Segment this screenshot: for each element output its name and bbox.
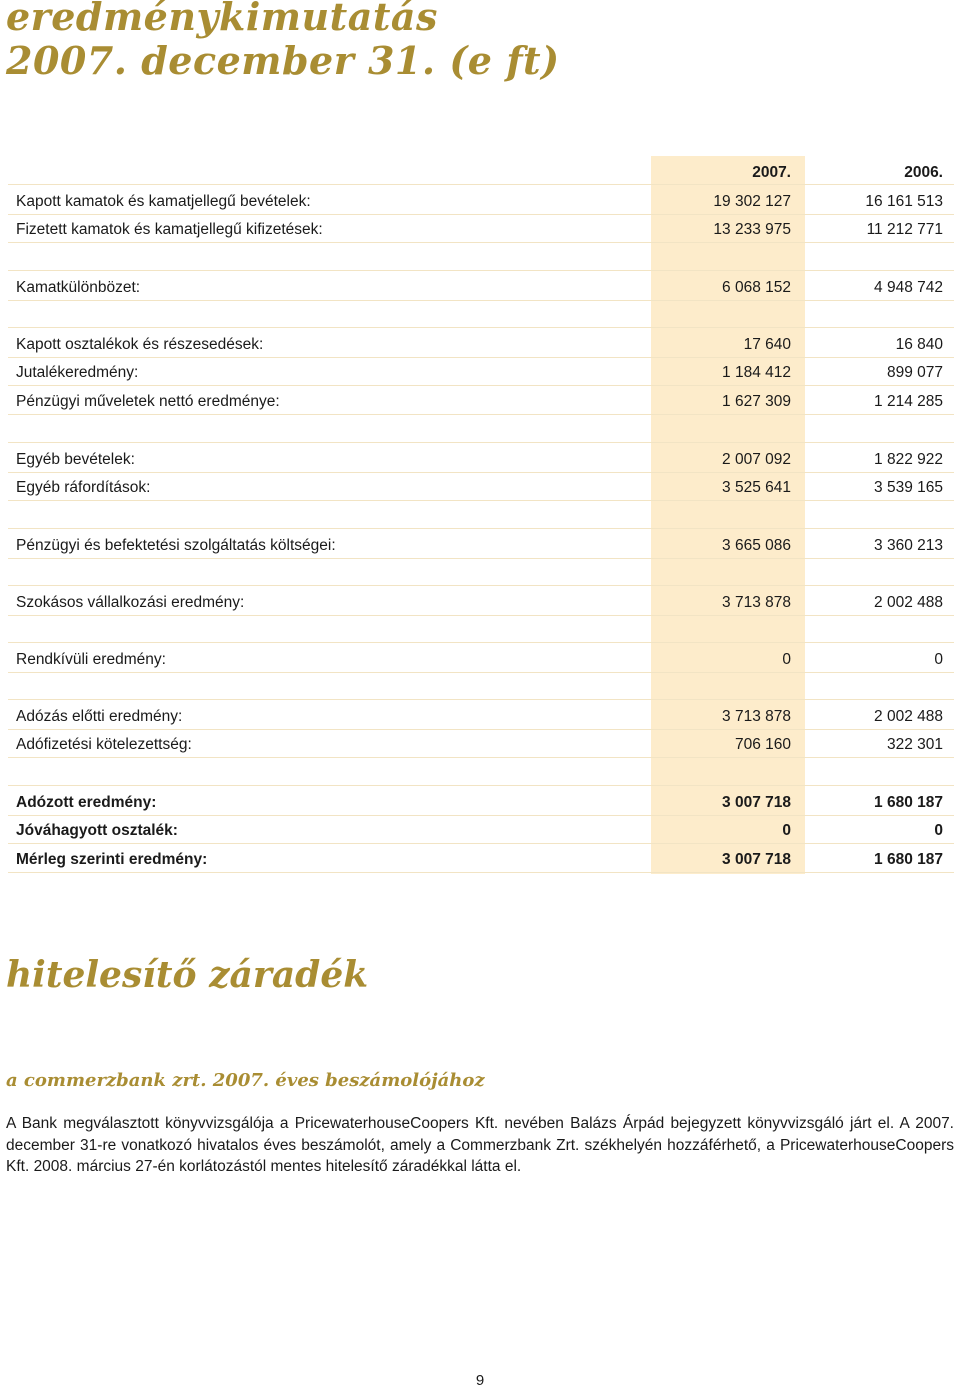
row-label: Kamatkülönbözet:	[16, 279, 141, 296]
value-2006: 322 301	[886, 736, 943, 753]
attestation-paragraph: A Bank megválasztott könyvvizsgálója a PricewaterhouseCoopers Kft. nevében Balázs Árpád bejegyzett könyvvizsgáló járt el. A 2007. december 31-re vonatkozó hivatalos éves beszámolót, amely a Commerzbank Zrt. székhelyén hozzáférhető, a PricewaterhouseCoopers Kft. 2008. március 27-én korlátozástól mentes hitelesítő záradékkal látta el.	[6, 1115, 954, 1175]
value-2006: 1 214 285	[874, 393, 943, 410]
value-2006: 1 680 187	[874, 851, 943, 868]
table-row	[8, 442, 954, 473]
attestation-subheading: a commerzbank zrt. 2007. éves beszámolójához	[6, 1070, 485, 1091]
value-2006: 11 212 771	[866, 221, 943, 238]
table-row	[8, 270, 954, 301]
value-2007: 3 713 878	[722, 708, 791, 725]
row-label: Mérleg szerinti eredmény:	[16, 851, 208, 868]
row-label: Jutalékeredmény:	[16, 364, 139, 381]
value-2006: 1 680 187	[874, 794, 943, 811]
table-header-row	[8, 156, 954, 185]
row-label: Szokásos vállalkozási eredmény:	[16, 594, 245, 611]
table-row	[8, 471, 954, 501]
table-row	[8, 785, 954, 816]
value-2007: 3 007 718	[722, 794, 791, 811]
value-2007: 3 665 086	[722, 537, 791, 554]
value-2006: 0	[934, 651, 943, 668]
value-2006: 3 360 213	[874, 537, 943, 554]
value-2006: 3 539 165	[874, 479, 943, 496]
table-row	[8, 356, 954, 386]
table-row	[8, 699, 954, 730]
table-row	[8, 184, 954, 215]
value-2006: 4 948 742	[874, 279, 943, 296]
row-label: Pénzügyi és befektetési szolgáltatás költségei:	[16, 537, 336, 554]
value-2007: 1 627 309	[722, 393, 791, 410]
row-label: Kapott kamatok és kamatjellegű bevételek:	[16, 193, 311, 210]
value-2007: 2 007 092	[722, 451, 791, 468]
table-row	[8, 528, 954, 559]
value-2006: 1 822 922	[874, 451, 943, 468]
value-2006: 16 161 513	[865, 193, 943, 210]
value-2006: 899 077	[886, 364, 943, 381]
table-row	[8, 327, 954, 358]
row-label: Egyéb ráfordítások:	[16, 479, 151, 496]
value-2007: 706 160	[734, 736, 791, 753]
table-row	[8, 385, 954, 415]
value-2007: 3 007 718	[722, 851, 791, 868]
value-2007: 13 233 975	[713, 221, 791, 238]
value-2006: 2 002 488	[874, 594, 943, 611]
value-2007: 19 302 127	[713, 193, 791, 210]
row-label: Adózás előtti eredmény:	[16, 708, 183, 725]
value-2006: 2 002 488	[874, 708, 943, 725]
page-number: 9	[475, 1372, 485, 1389]
value-2007: 1 184 412	[722, 364, 791, 381]
value-2007: 3 525 641	[722, 479, 791, 496]
table-row	[8, 814, 954, 844]
value-2007: 0	[782, 651, 791, 668]
attestation-heading: hitelesítő záradék	[6, 954, 369, 996]
page-subtitle-date: 2007. december 31. (e ft)	[6, 38, 560, 83]
table-row	[8, 213, 954, 243]
value-2007: 6 068 152	[722, 279, 791, 296]
table-row	[8, 585, 954, 616]
value-2007: 3 713 878	[722, 594, 791, 611]
table-row	[8, 728, 954, 758]
row-label: Pénzügyi műveletek nettó eredménye:	[16, 393, 280, 410]
row-label: Kapott osztalékok és részesedések:	[16, 336, 264, 353]
value-2006: 0	[934, 822, 943, 839]
row-label: Rendkívüli eredmény:	[16, 651, 166, 668]
row-label: Egyéb bevételek:	[16, 451, 135, 468]
column-header-2006: 2006.	[904, 164, 943, 181]
value-2006: 16 840	[895, 336, 943, 353]
table-row	[8, 642, 954, 673]
page-title: eredménykimutatás	[6, 0, 438, 39]
row-label: Jóváhagyott osztalék:	[16, 822, 178, 839]
year-2007-column-highlight	[651, 156, 805, 874]
value-2007: 17 640	[743, 336, 791, 353]
column-header-2007: 2007.	[752, 164, 791, 181]
table-row	[8, 843, 954, 873]
row-label: Adózott eredmény:	[16, 794, 157, 811]
row-label: Fizetett kamatok és kamatjellegű kifizetések:	[16, 221, 323, 238]
value-2007: 0	[782, 822, 791, 839]
row-label: Adófizetési kötelezettség:	[16, 736, 192, 753]
